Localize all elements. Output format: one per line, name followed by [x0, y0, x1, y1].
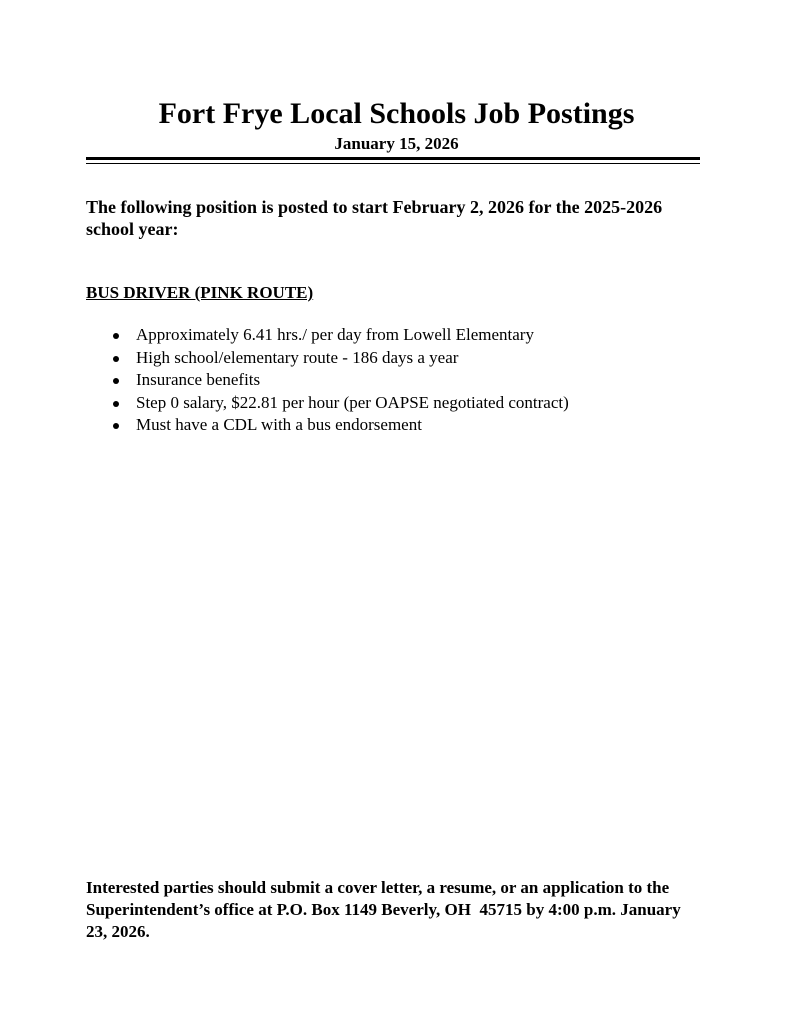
- page-title: Fort Frye Local Schools Job Postings: [158, 97, 635, 130]
- detail-text: High school/elementary route - 186 days a year: [136, 347, 459, 367]
- list-item: [86, 347, 706, 370]
- detail-text: Approximately 6.41 hrs./ per day from Lowell Elementary: [136, 325, 534, 344]
- bullet-icon: [113, 356, 119, 362]
- intro-paragraph: The following position is posted to start February 2, 2026 for the 2025-2026 school year:: [86, 197, 663, 239]
- list-item: [86, 369, 706, 392]
- list-item: [86, 414, 706, 437]
- application-instructions: Interested parties should submit a cover letter, a resume, or an application to the Superintendent’s office at P.O. Box 1149 Beverly, OH 45715 by 4:00 p.m. January 23, 2026.: [86, 878, 681, 941]
- position-title: BUS DRIVER (PINK ROUTE): [86, 283, 314, 302]
- detail-text: Must have a CDL with a bus endorsement: [136, 415, 422, 434]
- bullet-icon: [113, 423, 119, 429]
- bullet-icon: [113, 378, 119, 384]
- list-item: [86, 392, 706, 415]
- bullet-icon: [113, 333, 119, 339]
- posting-date: January 15, 2026: [334, 134, 459, 153]
- detail-text: Step 0 salary, $22.81 per hour (per OAPSE negotiated contract): [136, 392, 569, 412]
- header-divider-thin: [86, 163, 700, 164]
- list-item: [86, 324, 706, 347]
- bullet-icon: [113, 401, 119, 407]
- position-details-list: [86, 324, 706, 437]
- detail-text: Insurance benefits: [136, 370, 261, 389]
- header-divider-thick: [86, 157, 700, 160]
